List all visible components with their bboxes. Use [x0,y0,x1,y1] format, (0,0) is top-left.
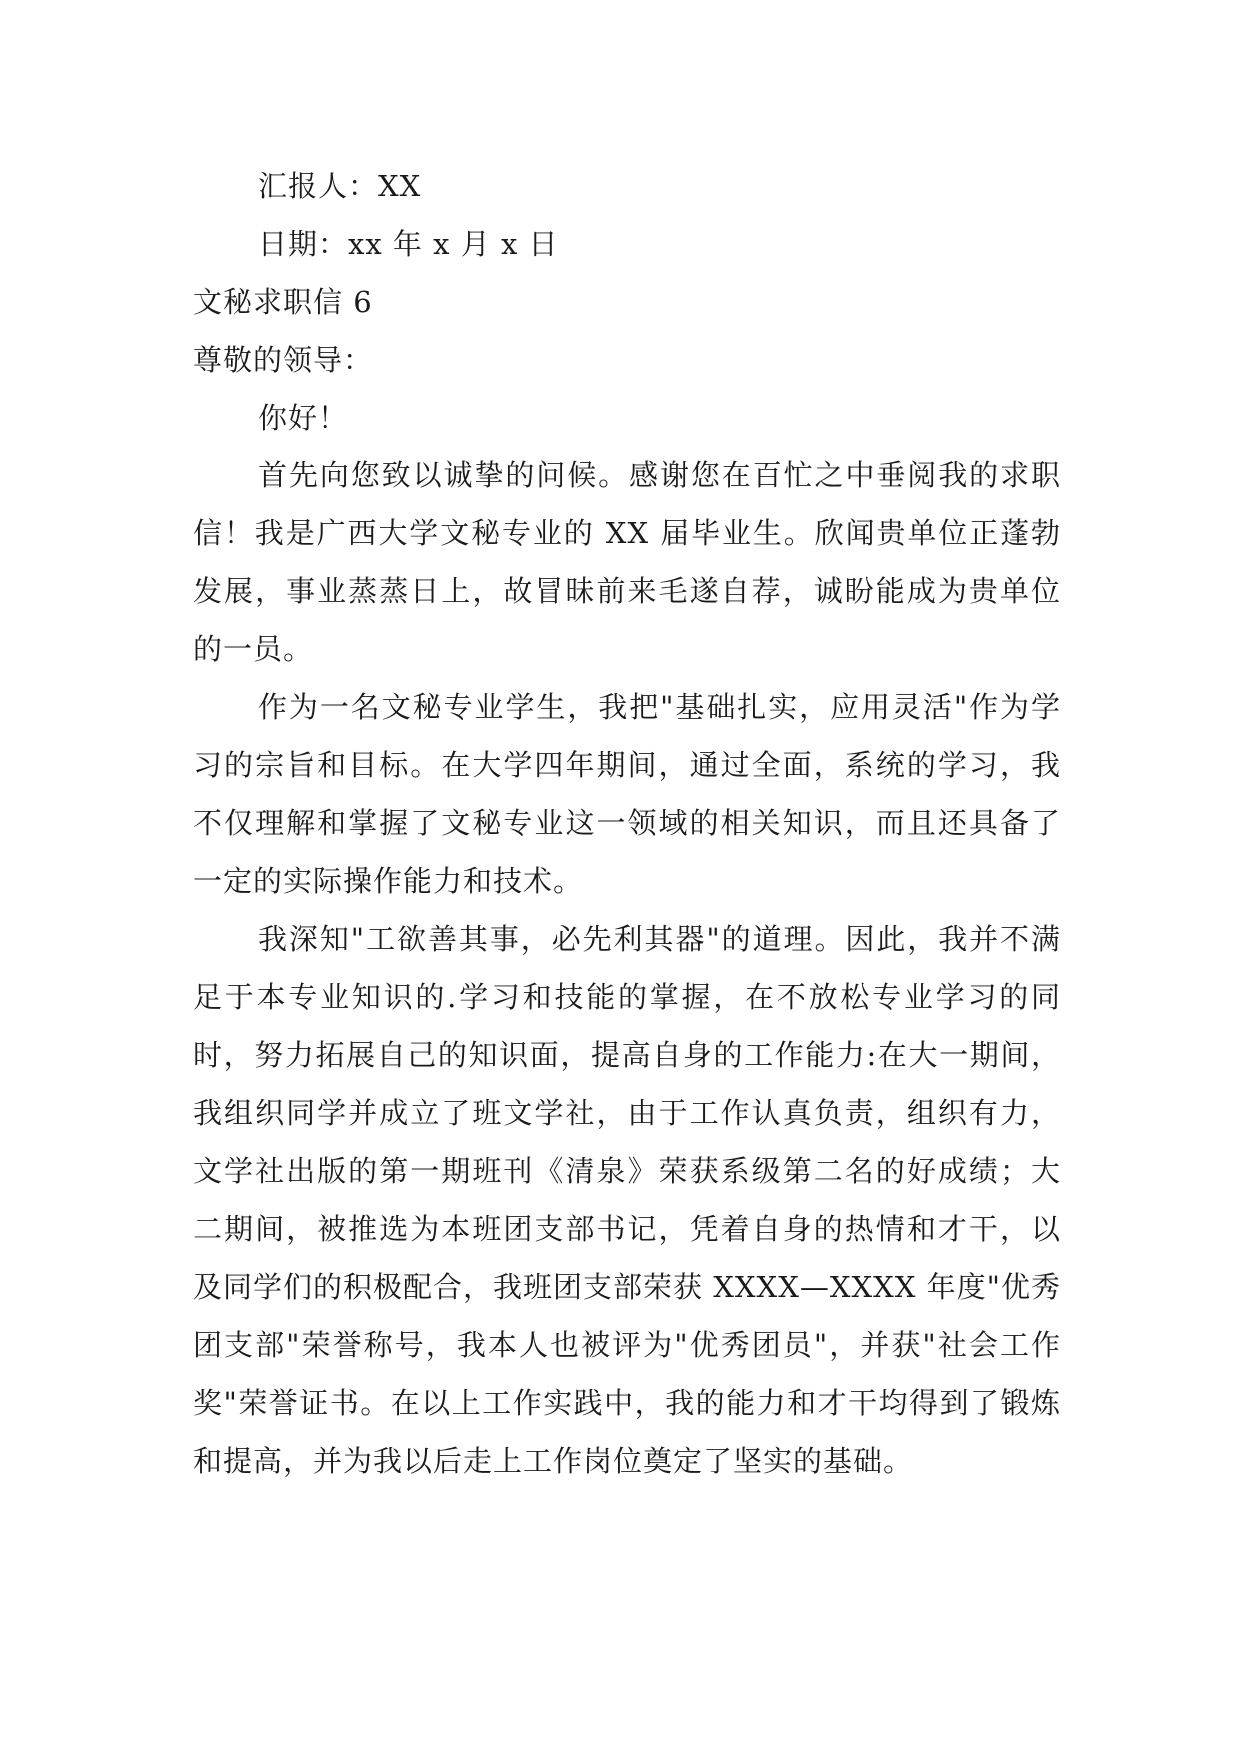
letter-title: 文秘求职信 6 [193,285,373,319]
paragraph-study: 作为一名文秘专业学生，我把"基础扎实，应用灵活"作为学习的宗旨和目标。在大学四年期间，通过全面，系统的学习，我不仅理解和掌握了文秘专业这一领域的相关知识，而且还具备了一定的实际操作能力和技术。 [193,690,1061,898]
paragraph-intro: 首先向您致以诚挚的问候。感谢您在百忙之中垂阅我的求职信！我是广西大学文秘专业的 XX 届毕业生。欣闻贵单位正蓬勃发展，事业蒸蒸日上，故冒昧前来毛遂自荐，诚盼能成为贵单位的一员。 [193,458,1061,666]
greeting: 你好！ [258,401,349,435]
paragraph-practice: 我深知"工欲善其事，必先利其器"的道理。因此，我并不满足于本专业知识的.学习和技能的掌握，在不放松专业学习的同时，努力拓展自己的知识面，提高自身的工作能力:在大一期间，我组织同学并成立了班文学社，由于工作认真负责，组织有力，文学社出版的第一期班刊《清泉》荣获系级第二名的好成绩；大二期间，被推选为本班团支部书记，凭着自身的热情和才干，以及同学们的积极配合，我班团支部荣获 XXXX—XXXX 年度"优秀团支部"荣誉称号，我本人也被评为"优秀团员"，并获"社会工作奖"荣誉证书。在以上工作实践中，我的能力和才干均得到了锻炼和提高，并为我以后走上工作岗位奠定了坚实的基础。 [193,922,1061,1478]
reporter-line: 汇报人：XX [258,169,422,203]
salutation: 尊敬的领导： [193,343,374,377]
date-line: 日期：xx 年 x 月 x 日 [258,227,559,261]
